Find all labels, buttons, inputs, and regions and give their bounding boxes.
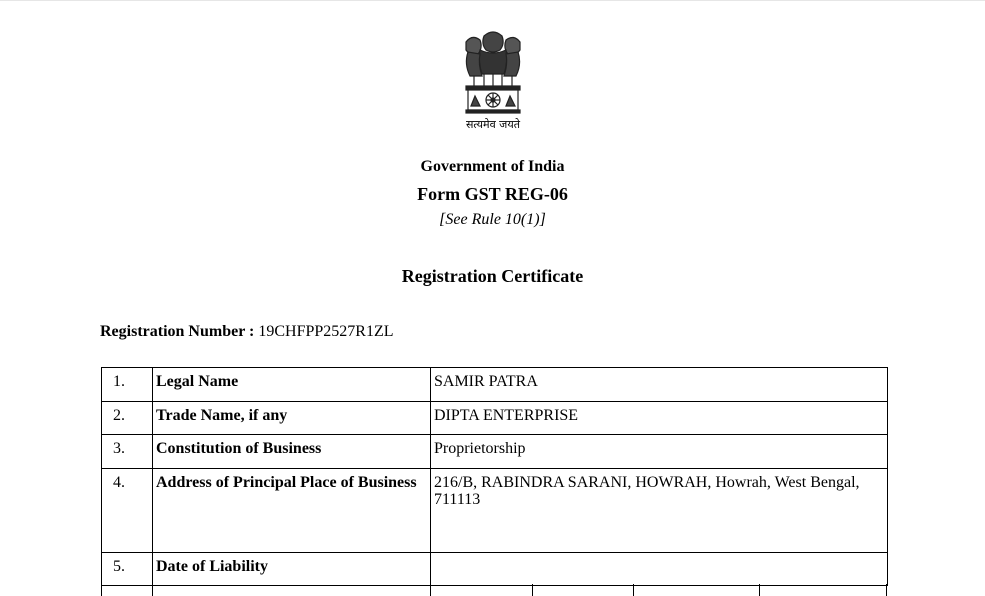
grid-line <box>886 584 887 596</box>
row-label: Trade Name, if any <box>153 402 431 435</box>
grid-line <box>152 584 153 596</box>
row-value: DIPTA ENTERPRISE <box>431 402 888 435</box>
row-value: SAMIR PATRA <box>431 368 888 402</box>
row-label: Legal Name <box>153 368 431 402</box>
table-row <box>102 402 888 435</box>
table-row <box>102 553 888 586</box>
row-number: 2. <box>102 402 153 435</box>
certificate-details-table <box>101 367 888 586</box>
row-label: Address of Principal Place of Business <box>153 469 431 553</box>
row-value: Proprietorship <box>431 435 888 469</box>
row-value: 216/B, RABINDRA SARANI, HOWRAH, Howrah, West Bengal, 711113 <box>431 469 888 553</box>
registration-number-label: Registration Number : <box>100 323 255 340</box>
grid-line <box>430 584 431 596</box>
grid-line <box>633 584 634 596</box>
national-emblem-icon <box>458 26 528 116</box>
row-number: 5. <box>102 553 153 586</box>
table-row <box>102 435 888 469</box>
row-label: Constitution of Business <box>153 435 431 469</box>
grid-line <box>532 584 533 596</box>
row-number: 3. <box>102 435 153 469</box>
row-value <box>431 553 888 586</box>
government-heading: Government of India <box>420 158 565 175</box>
registration-number-value: 19CHFPP2527R1ZL <box>258 323 394 340</box>
row-label: Date of Liability <box>153 553 431 586</box>
table-row <box>102 469 888 553</box>
form-heading: Form GST REG-06 <box>417 184 568 204</box>
table-row <box>102 368 888 402</box>
liability-subtable-top <box>101 584 887 596</box>
row-number: 4. <box>102 469 153 553</box>
rule-reference: [See Rule 10(1)] <box>439 211 546 228</box>
grid-line <box>101 584 102 596</box>
grid-line <box>759 584 760 596</box>
certificate-title: Registration Certificate <box>401 266 584 286</box>
page-top-border <box>0 0 985 1</box>
registration-number <box>100 323 394 341</box>
row-number: 1. <box>102 368 153 402</box>
emblem-motto: सत्यमेव जयते <box>465 118 520 131</box>
